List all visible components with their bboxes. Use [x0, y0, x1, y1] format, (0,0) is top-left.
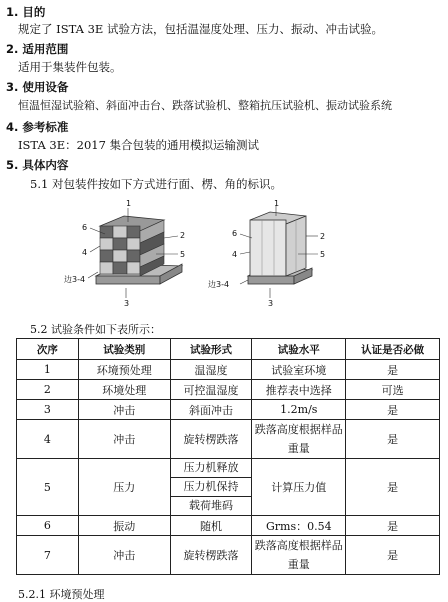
cell-category: 冲击 [78, 420, 170, 459]
section-2-body: 适用于集装件包装。 [18, 60, 122, 74]
cell-form: 斜面冲击 [170, 400, 252, 420]
right-label-1: 1 [274, 199, 280, 208]
cell-no: 5 [17, 459, 79, 516]
left-label-3: 3 [124, 299, 130, 308]
cell-level: 跌落高度根据样品重量 [252, 536, 346, 575]
header-no: 次序 [17, 339, 79, 360]
cell-no: 3 [17, 400, 79, 420]
right-label-edge: 边3-4 [208, 280, 230, 289]
cell-level: Grms：0.54 [252, 516, 346, 536]
table-row [17, 400, 440, 420]
header-form: 试验形式 [170, 339, 252, 360]
section-2-heading: 2. 适用范围 [6, 42, 69, 56]
cell-form: 压力机保持 [171, 478, 252, 497]
test-conditions-table [16, 338, 440, 575]
section-3-heading: 3. 使用设备 [6, 80, 69, 94]
table-row [17, 536, 440, 575]
table-row [17, 516, 440, 536]
header-category: 试验类别 [78, 339, 170, 360]
cell-level: 计算压力值 [252, 459, 346, 516]
cell-form: 旋转楞跌落 [170, 536, 252, 575]
section-3-body: 恒温恒湿试验箱、斜面冲击台、跌落试验机、整箱抗压试验机、振动试验系统 [18, 99, 392, 112]
section-1-body: 规定了 ISTA 3E 试验方法，包括温湿度处理、压力、振动、冲击试验。 [18, 22, 383, 36]
cell-required: 是 [346, 516, 440, 536]
table-row [17, 420, 440, 459]
cell-no: 6 [17, 516, 79, 536]
table-row [17, 459, 440, 516]
table-row [17, 380, 440, 400]
cell-no: 4 [17, 420, 79, 459]
cell-level: 试验室环境 [252, 360, 346, 380]
cell-level: 跌落高度根据样品重量 [252, 420, 346, 459]
cell-form: 载荷堆码 [188, 499, 233, 512]
right-label-6: 6 [232, 229, 238, 238]
cell-required: 是 [346, 400, 440, 420]
cell-category: 环境处理 [78, 380, 170, 400]
cell-no: 2 [17, 380, 79, 400]
box-marking-figure-left [60, 198, 210, 310]
left-label-1: 1 [126, 199, 132, 208]
cell-level: 1.2m/s [252, 400, 346, 420]
cell-category: 冲击 [78, 400, 170, 420]
section-5-body: 5.1 对包装件按如下方式进行面、楞、角的标识。 [30, 177, 282, 191]
right-label-4: 4 [232, 250, 238, 259]
cell-required: 是 [346, 360, 440, 380]
box-marking-figure-right [200, 198, 350, 310]
cell-no: 7 [17, 536, 79, 575]
cell-required: 是 [346, 536, 440, 575]
right-label-5: 5 [320, 250, 326, 259]
cell-category: 冲击 [78, 536, 170, 575]
cell-form: 压力机释放 [171, 459, 252, 478]
cell-form: 温湿度 [170, 360, 252, 380]
right-label-2: 2 [320, 232, 326, 241]
cell-required: 可选 [346, 380, 440, 400]
cell-form: 随机 [170, 516, 252, 536]
section-5-heading: 5. 具体内容 [6, 158, 69, 172]
cell-required: 是 [346, 420, 440, 459]
cell-form: 可控温湿度 [170, 380, 252, 400]
cell-category: 振动 [78, 516, 170, 536]
left-label-5: 5 [180, 250, 186, 259]
left-label-6: 6 [82, 223, 88, 232]
table-header-row [17, 339, 440, 360]
section-1-heading: 1. 目的 [6, 5, 46, 19]
right-label-3: 3 [268, 299, 274, 308]
cell-category: 环境预处理 [78, 360, 170, 380]
cell-form: 旋转楞跌落 [170, 420, 252, 459]
cell-required: 是 [346, 459, 440, 516]
header-level: 试验水平 [252, 339, 346, 360]
table-caption: 5.2 试验条件如下表所示： [30, 323, 161, 336]
subsection-heading: 5.2.1 环境预处理 [18, 588, 105, 601]
cell-level: 推荐表中选择 [252, 380, 346, 400]
header-required: 认证是否必做 [346, 339, 440, 360]
cell-form-group [170, 459, 252, 516]
left-label-2: 2 [180, 231, 186, 240]
left-label-4: 4 [82, 248, 88, 257]
table-row [17, 360, 440, 380]
section-4-heading: 4. 参考标准 [6, 120, 69, 134]
section-4-body: ISTA 3E：2017 集合包装的通用模拟运输测试 [18, 138, 260, 152]
left-label-edge: 边3-4 [64, 275, 86, 284]
cell-category: 压力 [78, 459, 170, 516]
cell-no: 1 [17, 360, 79, 380]
